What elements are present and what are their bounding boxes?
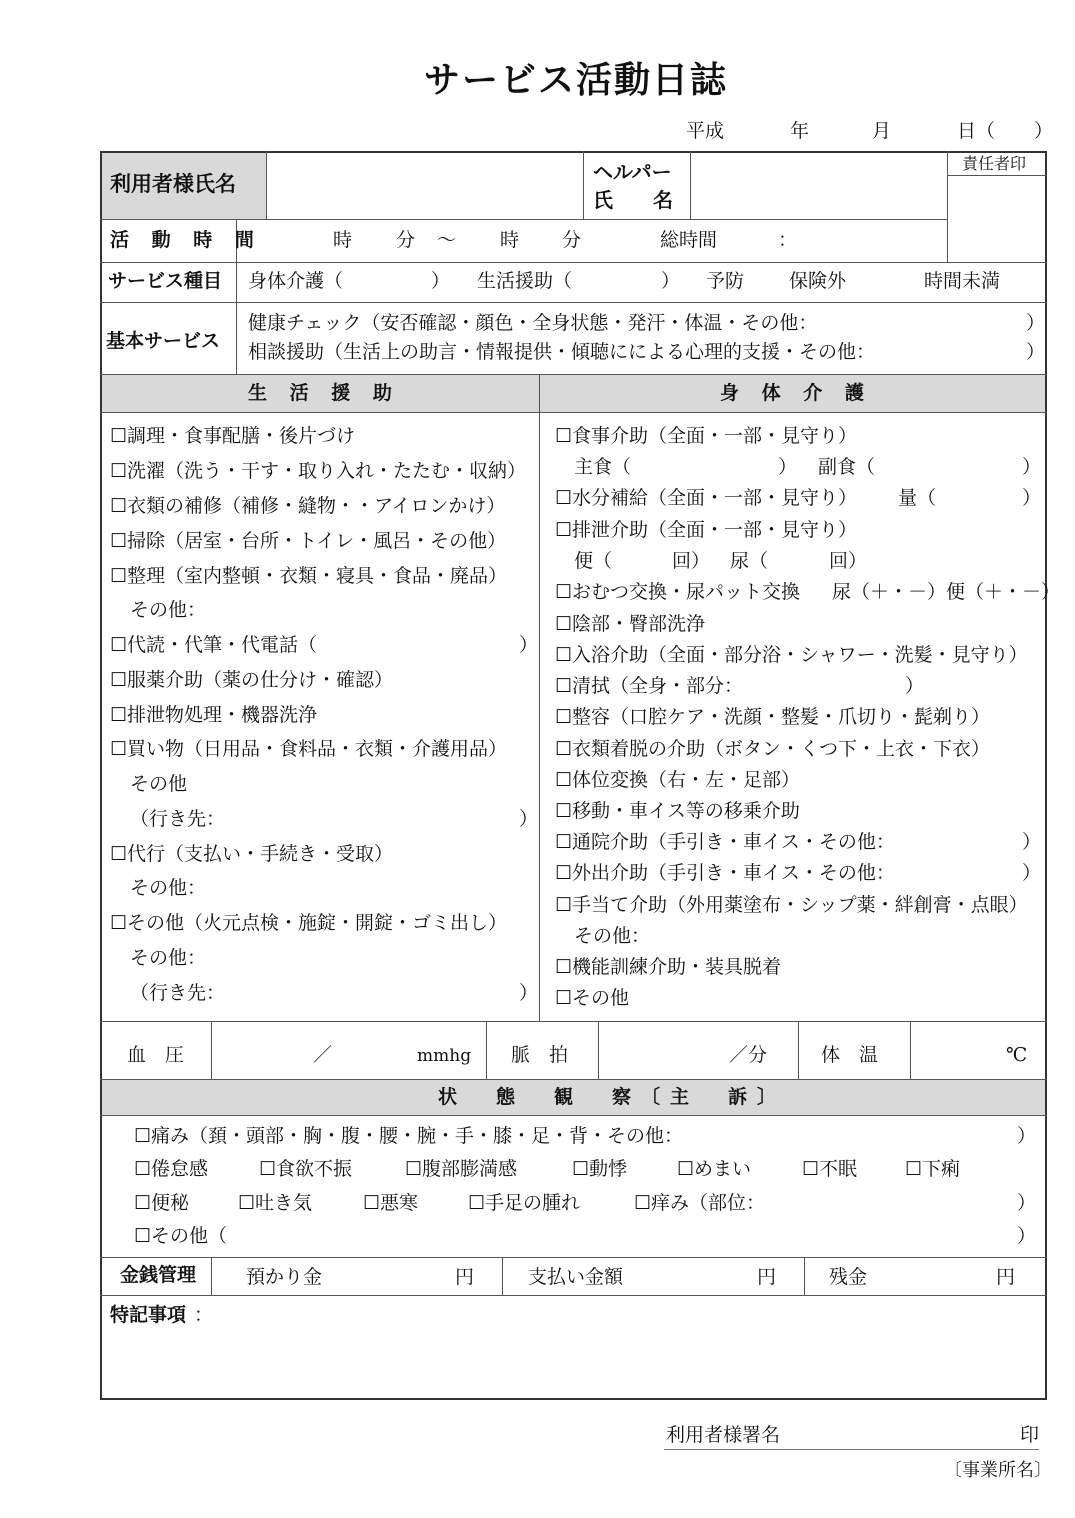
basic-service-label: 基本サービス (106, 330, 221, 352)
list-item[interactable]: ☐整容（口腔ケア・洗顔・整髪・爪切り・髭剃り） (555, 706, 991, 728)
user-name-label: 利用者様氏名 (110, 172, 236, 196)
total-time-colon: ： (778, 229, 798, 251)
list-item[interactable]: ☐その他（火元点検・施錠・開錠・ゴミ出し） (110, 912, 508, 934)
service-type-body-care[interactable]: 身体介護（ (248, 270, 344, 292)
list-item[interactable]: ☐体位変換（右・左・足部） (555, 769, 801, 791)
list-item[interactable]: ☐おむつ交換・尿パット交換 (555, 581, 801, 603)
temperature-label: 体 温 (821, 1044, 879, 1066)
signature-line[interactable] (664, 1449, 1039, 1450)
helper-label-1: ヘルパー (593, 160, 672, 184)
helper-name-field[interactable] (692, 153, 945, 217)
close-paren: ） (519, 808, 539, 830)
list-item[interactable]: ☐水分補給（全面・一部・見守り） (555, 487, 858, 509)
close-paren: ） (1022, 862, 1042, 884)
list-item[interactable]: ☐衣類着脱の介助（ボタン・くつ下・上衣・下衣） (555, 738, 991, 760)
list-item[interactable]: ☐手当て介助（外用薬塗布・シップ薬・絆創膏・点眼） (555, 894, 1028, 916)
list-item[interactable]: ☐入浴介助（全面・部分浴・シャワー・洗髪・見守り） (555, 644, 1028, 666)
activity-time-label: 活 動 時 間 (110, 229, 262, 251)
date-day: 日（ (957, 120, 996, 142)
close-paren: ） (1017, 1225, 1037, 1247)
pulse-label: 脈 拍 (511, 1044, 569, 1066)
list-item: その他： (574, 925, 651, 947)
list-item: 便（ (574, 550, 613, 572)
observation-item[interactable]: ☐動悸 (572, 1158, 628, 1180)
page-title: サービス活動日誌 (424, 59, 729, 101)
list-item[interactable]: ☐衣類の補修（補修・縫物・・アイロンかけ） (110, 495, 506, 517)
deposit-label: 預かり金 (246, 1266, 323, 1288)
temperature-unit: ℃ (1006, 1044, 1028, 1066)
service-type-label: サービス種目 (108, 270, 223, 292)
balance-label: 残金 (829, 1266, 868, 1288)
paid-label: 支払い金額 (528, 1266, 624, 1288)
life-support-header: 生 活 援 助 (248, 382, 400, 404)
date-era: 平成 (686, 120, 725, 142)
office-name-label: 〔事業所名〕 (944, 1460, 1052, 1481)
list-item: （行き先： (130, 808, 226, 830)
close-paren: ） (1017, 1125, 1037, 1147)
deposit-yen: 円 (455, 1266, 475, 1288)
list-item[interactable]: ☐整理（室内整頓・衣類・寝具・食品・廃品） (110, 565, 508, 587)
list-item[interactable]: ☐排泄物処理・機器洗浄 (110, 704, 318, 726)
hour-1: 時 (333, 229, 353, 251)
observation-header: 状 態 観 察〔主 訴〕 (438, 1086, 787, 1108)
list-item: 主食（ (574, 456, 632, 478)
observation-item[interactable]: ☐不眠 (802, 1158, 858, 1180)
observation-other[interactable]: ☐その他（ (134, 1225, 228, 1247)
observation-item[interactable]: ☐悪寒 (363, 1192, 419, 1214)
time-tilde: 〜 (437, 229, 457, 251)
close-paren: ） (519, 634, 539, 656)
list-item[interactable]: ☐排泄介助（全面・一部・見守り） (555, 519, 858, 541)
close-paren: ） (1017, 1192, 1037, 1214)
money-label: 金銭管理 (120, 1264, 197, 1286)
list-item[interactable]: ☐外出介助（手引き・車イス・その他： (555, 862, 895, 884)
pulse-unit: ／分 (729, 1044, 768, 1066)
date-year: 年 (790, 120, 810, 142)
notes-label: 特記事項 (110, 1304, 187, 1326)
date-close: ） (1034, 120, 1054, 142)
close-paren: ） (1022, 831, 1042, 853)
times-label-1: 回） (672, 550, 711, 572)
list-item[interactable]: ☐調理・食事配膳・後片づけ (110, 425, 356, 447)
basic-service-line-1: 健康チェック（安否確認・顔色・全身状態・発汗・体温・その他： (248, 312, 818, 334)
observation-item[interactable]: ☐腹部膨満感 (405, 1158, 518, 1180)
service-type-close-2: ） (661, 270, 681, 292)
blood-pressure-slash: ／ (313, 1044, 333, 1066)
responsible-seal-box[interactable] (949, 177, 1045, 260)
side-dish-label: 副食（ (818, 456, 876, 478)
close-paren: ） (1022, 456, 1042, 478)
diaper-check: 尿（＋・－）便（＋・－） (832, 581, 1061, 603)
list-item[interactable]: ☐その他 (555, 987, 630, 1009)
close-paren: ） (778, 456, 798, 478)
list-item[interactable]: ☐洗濯（洗う・干す・取り入れ・たたむ・収納） (110, 460, 527, 482)
signature-seal: 印 (1020, 1424, 1040, 1446)
list-item: その他： (130, 599, 207, 621)
balance-yen: 円 (996, 1266, 1016, 1288)
amount-label: 量（ (898, 487, 937, 509)
basic-service-line-2-close: ） (1026, 341, 1046, 363)
helper-label-2: 氏 名 (593, 188, 673, 212)
observation-item[interactable]: ☐食欲不振 (259, 1158, 353, 1180)
list-item: その他 (130, 773, 188, 795)
observation-item[interactable]: ☐吐き気 (238, 1192, 313, 1214)
service-type-under-time[interactable]: 時間未満 (924, 270, 1001, 292)
list-item[interactable]: ☐陰部・臀部洗浄 (555, 613, 706, 635)
list-item[interactable]: ☐移動・車イス等の移乗介助 (555, 800, 800, 822)
list-item: （行き先： (130, 982, 226, 1004)
list-item[interactable]: ☐買い物（日用品・食料品・衣類・介護用品） (110, 738, 508, 760)
service-type-close-1: ） (431, 270, 451, 292)
responsible-seal-label: 責任者印 (962, 154, 1027, 173)
minute-1: 分 (396, 229, 416, 251)
list-item[interactable]: ☐清拭（全身・部分： (555, 675, 744, 697)
observation-item[interactable]: ☐下痢 (905, 1158, 961, 1180)
list-item[interactable]: ☐代読・代筆・代電話（ (110, 634, 318, 656)
service-type-uninsured[interactable]: 保険外 (789, 270, 847, 292)
list-item[interactable]: ☐食事介助（全面・一部・見守り） (555, 425, 858, 447)
times-label-2: 回） (829, 550, 868, 572)
observation-item[interactable]: ☐痒み（部位： (634, 1192, 766, 1214)
list-item[interactable]: ☐代行（支払い・手続き・受取） (110, 843, 394, 865)
basic-service-line-1-close: ） (1026, 312, 1046, 334)
close-paren: ） (519, 982, 539, 1004)
service-type-life-support[interactable]: 生活援助（ (477, 270, 573, 292)
minute-2: 分 (562, 229, 582, 251)
date-month: 月 (872, 120, 892, 142)
blood-pressure-label: 血 圧 (127, 1044, 185, 1066)
user-name-field[interactable] (268, 153, 581, 217)
list-item[interactable]: ☐通院介助（手引き・車イス・その他： (555, 831, 895, 853)
observation-item[interactable]: ☐めまい (677, 1158, 752, 1180)
basic-service-line-2: 相談援助（生活上の助言・情報提供・傾聴にによる心理的支援・その他： (248, 341, 876, 363)
urine-label: 尿（ (730, 550, 769, 572)
paid-yen: 円 (757, 1266, 777, 1288)
list-item[interactable]: ☐機能訓練介助・装具脱着 (555, 956, 782, 978)
observation-item[interactable]: ☐倦怠感 (134, 1158, 209, 1180)
observation-pain[interactable]: ☐痛み（頚・頭部・胸・腹・腰・腕・手・膝・足・背・その他： (134, 1125, 684, 1147)
body-care-header: 身 体 介 護 (720, 382, 872, 404)
observation-item[interactable]: ☐手足の腫れ (468, 1192, 581, 1214)
observation-item[interactable]: ☐便秘 (134, 1192, 190, 1214)
hour-2: 時 (500, 229, 520, 251)
list-item: その他： (130, 947, 207, 969)
blood-pressure-unit: mmhg (417, 1046, 472, 1066)
list-item[interactable]: ☐服薬介助（薬の仕分け・確認） (110, 669, 394, 691)
signature-label: 利用者様署名 (666, 1424, 781, 1446)
close-paren: ） (1022, 487, 1042, 509)
close-paren: ） (905, 675, 925, 697)
service-type-prevention[interactable]: 予防 (706, 270, 745, 292)
list-item[interactable]: ☐掃除（居室・台所・トイレ・風呂・その他） (110, 530, 507, 552)
notes-colon: ： (194, 1304, 214, 1326)
list-item: その他： (130, 877, 207, 899)
notes-field[interactable] (102, 1330, 1045, 1398)
total-time-label: 総時間 (660, 229, 718, 251)
